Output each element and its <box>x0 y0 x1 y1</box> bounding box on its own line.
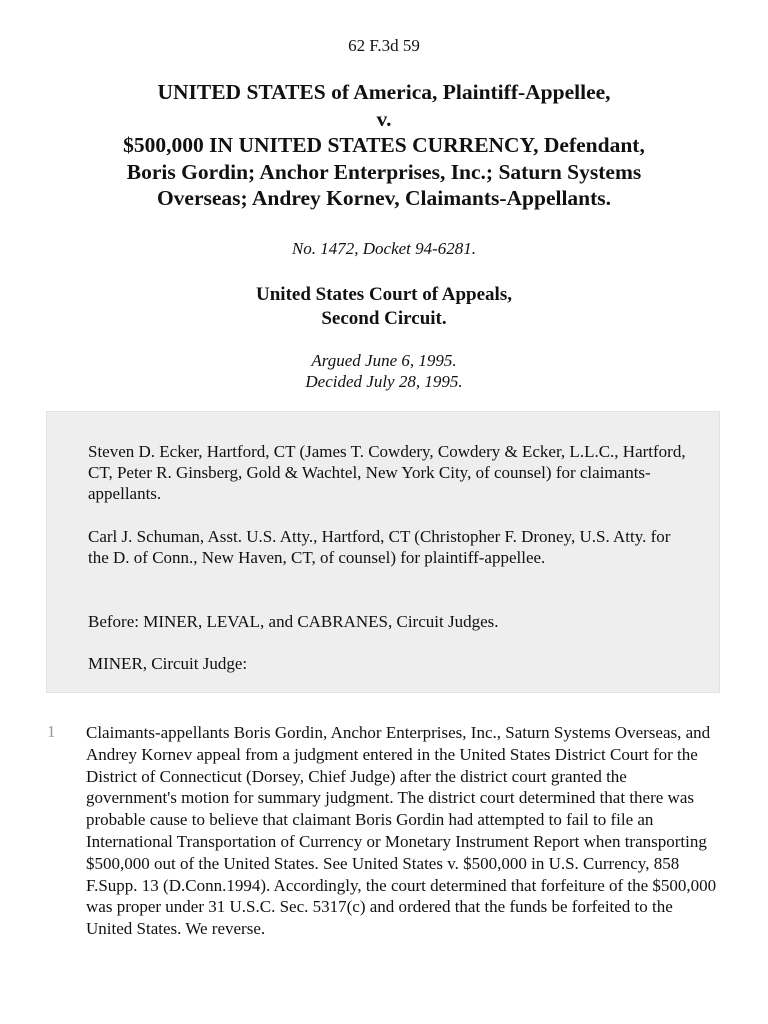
opinion-author: MINER, Circuit Judge: <box>88 654 248 673</box>
case-caption <box>40 79 728 212</box>
court-name-line: United States Court of Appeals, <box>256 284 512 305</box>
docket-number: No. 1472, Docket 94-6281. <box>291 239 477 258</box>
counsel-appellee: Carl J. Schuman, Asst. U.S. Atty., Hartford, CT (Christopher F. Droney, U.S. Atty. for the D. of Conn., New Haven, CT, of counsel) for plaintiff-appellee. <box>88 527 671 567</box>
argued-date: Argued June 6, 1995. <box>311 351 457 370</box>
court-name <box>0 283 768 331</box>
paragraph-number: 1 <box>47 722 56 741</box>
panel-judges: Before: MINER, LEVAL, and CABRANES, Circuit Judges. <box>88 612 499 631</box>
caption-line: $500,000 IN UNITED STATES CURRENCY, Defendant, <box>123 133 645 157</box>
case-citation: 62 F.3d 59 <box>348 36 420 55</box>
caption-line: Boris Gordin; Anchor Enterprises, Inc.; Saturn Systems <box>126 159 642 184</box>
case-dates <box>0 350 768 392</box>
decided-date: Decided July 28, 1995. <box>305 372 463 391</box>
opinion-paragraph: Claimants-appellants Boris Gordin, Anchor Enterprises, Inc., Saturn Systems Overseas, and Andrey Kornev appeal from a judgment entered in the United States District Court for the District of Connecticut (Dorsey, Chief Judge) after the district court granted the government's motion for summary judgment. The district court determined that there was probable cause to believe that claimant Boris Gordin had attempted to fail to file an International Transportation of Currency or Monetary Instrument Report when transporting $500,000 out of the United States. See United States v. $500,000 in U.S. Currency, 858 F.Supp. 13 (D.Conn.1994). Accordingly, the court determined that forfeiture of the $500,000 was proper under 31 U.S.C. Sec. 5317(c) and ordered that the funds be forfeited to the United States. We reverse. <box>86 723 717 939</box>
caption-line: UNITED STATES of America, Plaintiff-Appellee, <box>157 80 611 104</box>
court-name-line: Second Circuit. <box>321 308 447 329</box>
caption-line: v. <box>376 106 392 131</box>
caption-line: Overseas; Andrey Kornev, Claimants-Appellants. <box>156 186 612 210</box>
counsel-box <box>46 411 720 693</box>
counsel-appellants: Steven D. Ecker, Hartford, CT (James T. Cowdery, Cowdery & Ecker, L.L.C., Hartford, CT, Peter R. Ginsberg, Gold & Wachtel, New York City, of counsel) for claimants-appellants. <box>88 442 686 503</box>
